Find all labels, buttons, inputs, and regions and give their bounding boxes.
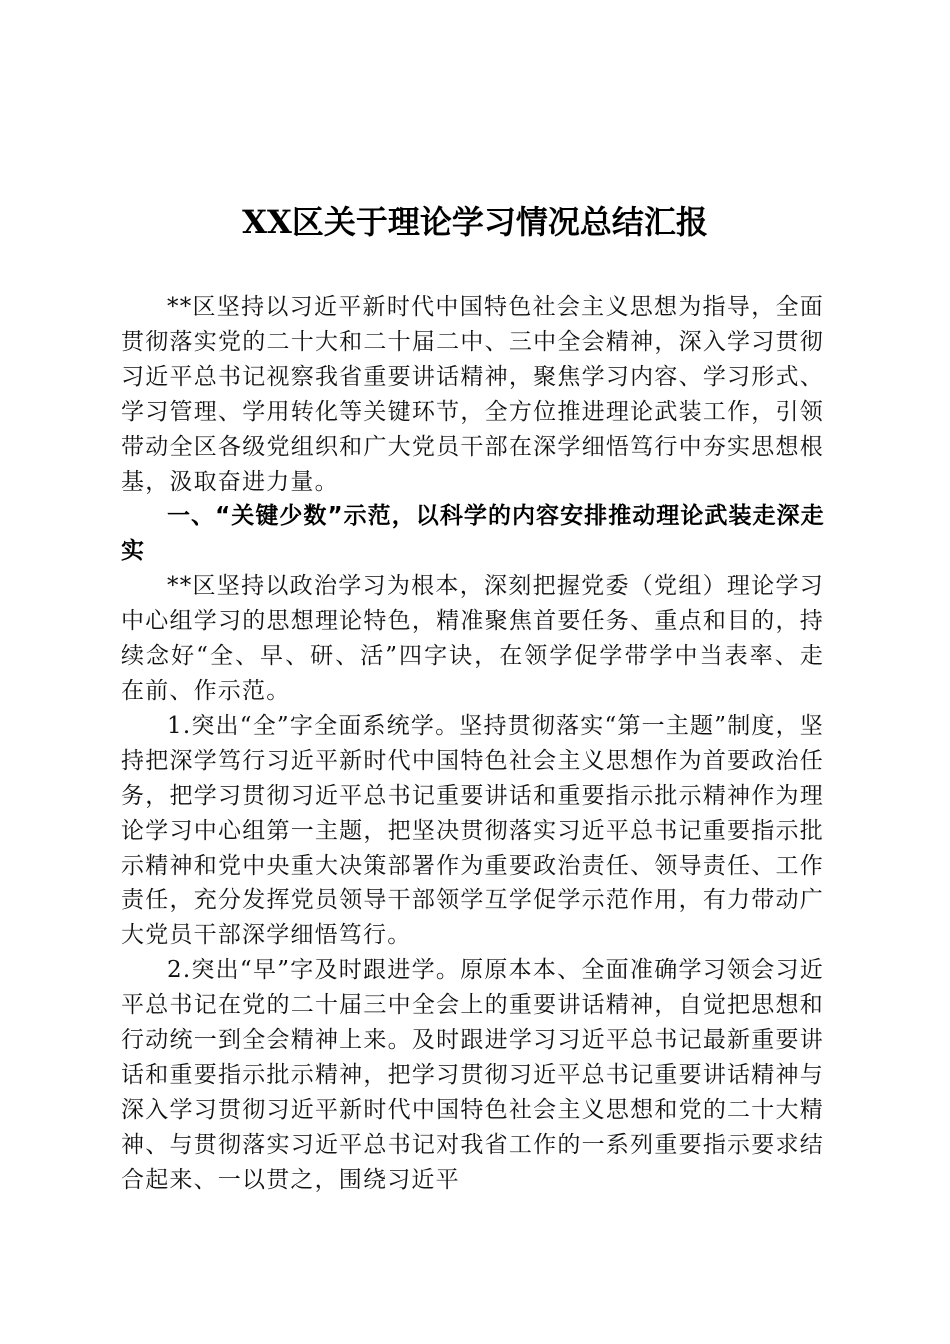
document-title: XX区关于理论学习情况总结汇报 bbox=[242, 203, 708, 241]
point-1-paragraph: 1.突出“全”字全面系统学。坚持贯彻落实“第一主题”制度，坚持把深学笃行习近平新时代中国特色社会主义思想作为首要政治任务，把学习贯彻习近平总书记重要讲话和重要指示批示精神作为理论学习中心组第一主题，把坚决贯彻落实习近平总书记重要指示批示精神和党中央重大决策部署作为重要政治责任、领导责任、工作责任，充分发挥党员领导干部领学互学促学示范作用，有力带动广大党员干部深学细悟笃行。 bbox=[121, 712, 824, 949]
intro-paragraph: **区坚持以习近平新时代中国特色社会主义思想为指导，全面贯彻落实党的二十大和二十届二中、三中全会精神，深入学习贯彻习近平总书记视察我省重要讲话精神，聚焦学习内容、学习形式、学习管理、学用转化等关键环节，全方位推进理论武装工作，引领带动全区各级党组织和广大党员干部在深学细悟笃行中夯实思想根基，汲取奋进力量。 bbox=[121, 294, 824, 495]
point-2-paragraph: 2.突出“早”字及时跟进学。原原本本、全面准确学习领会习近平总书记在党的二十届三中全会上的重要讲话精神，自觉把思想和行动统一到全会精神上来。及时跟进学习习近平总书记最新重要讲话和重要指示批示精神，把学习贯彻习近平总书记重要讲话精神与深入学习贯彻习近平新时代中国特色社会主义思想和党的二十大精神、与贯彻落实习近平总书记对我省工作的一系列重要指示要求结合起来、一以贯之，围绕习近平 bbox=[121, 957, 824, 1193]
section-1-paragraph: **区坚持以政治学习为根本，深刻把握党委（党组）理论学习中心组学习的思想理论特色，精准聚焦首要任务、重点和目的，持续念好“全、早、研、活”四字诀，在领学促学带学中当表率、走在前、作示范。 bbox=[121, 573, 824, 704]
document-body bbox=[121, 290, 824, 1198]
section-heading-1: 一、“关键少数”示范，以科学的内容安排推动理论武装走深走实 bbox=[121, 503, 824, 565]
